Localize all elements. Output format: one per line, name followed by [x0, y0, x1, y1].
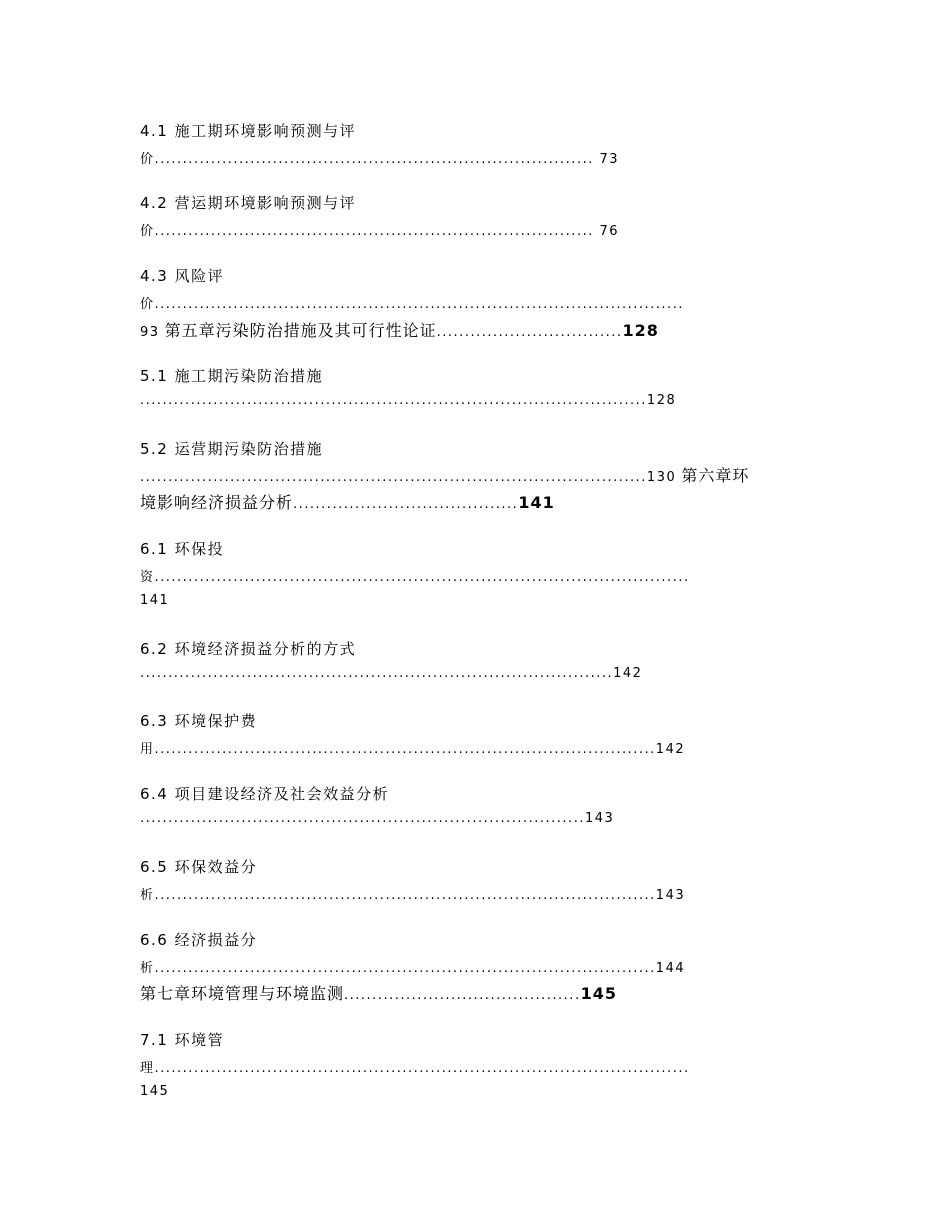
toc-4-2-page: 76 — [599, 224, 620, 239]
toc-5-2-dots: .......................................................................................... — [140, 470, 647, 485]
toc-6-1-leader — [140, 566, 690, 585]
toc-ch6-title-b: 境影响经济损益分析 — [140, 493, 294, 512]
toc-4-3-title: 4.3 风险评 — [140, 267, 225, 285]
toc-6-1-title: 6.1 环保投 — [140, 540, 225, 558]
toc-7-1-page: 145 — [140, 1084, 170, 1099]
toc-6-6-page: 144 — [655, 961, 686, 976]
toc-4-2-cont: 价 — [140, 224, 155, 239]
toc-5-1-title: 5.1 施工期污染防治措施 — [140, 367, 324, 385]
toc-6-3-cont: 用 — [140, 742, 155, 757]
toc-6-2-title: 6.2 环境经济损益分析的方式 — [140, 640, 357, 658]
toc-4-1-title: 4.1 施工期环境影响预测与评 — [140, 122, 357, 140]
toc-4-3-leader — [140, 293, 684, 312]
toc-7-1-dots: ............................................................................................... — [154, 1061, 690, 1076]
toc-6-5-cont: 析 — [140, 888, 155, 903]
toc-4-2-dots: .............................................................................. — [154, 224, 594, 239]
toc-4-3-cont: 价 — [140, 297, 155, 312]
toc-ch7-title: 第七章环境管理与环境监测 — [140, 984, 345, 1003]
toc-6-1-page: 141 — [140, 593, 170, 608]
toc-6-6-title: 6.6 经济损益分 — [140, 931, 258, 949]
toc-6-2-leader — [140, 666, 642, 681]
toc-6-2-dots: .................................................................................... — [140, 666, 614, 681]
toc-5-2-page: 130 — [646, 470, 677, 485]
toc-ch5-dots: ................................. — [436, 325, 623, 340]
toc-5-1-dots: .......................................................................................... — [140, 393, 647, 408]
toc-ch6-title-a: 第六章环 — [681, 466, 750, 485]
toc-6-5-leader — [140, 884, 685, 903]
toc-4-3-dots: .............................................................................................. — [154, 297, 684, 312]
toc-5-2-leader — [140, 463, 749, 486]
toc-4-1-page: 73 — [599, 152, 620, 167]
toc-6-6-dots: ......................................................................................... — [154, 961, 656, 976]
toc-ch7-dots: .......................................... — [344, 988, 581, 1003]
toc-6-4-dots: ............................................................................... — [140, 811, 585, 826]
toc-6-3-leader — [140, 738, 685, 757]
toc-6-6-leader — [140, 957, 685, 976]
toc-4-2-title: 4.2 营运期环境影响预测与评 — [140, 194, 357, 212]
toc-6-3-dots: ......................................................................................... — [154, 742, 656, 757]
toc-4-1-leader — [140, 148, 619, 167]
toc-6-5-dots: ......................................................................................... — [154, 888, 656, 903]
toc-4-3-page: 93 — [140, 325, 160, 340]
toc-4-1-cont: 价 — [140, 152, 155, 167]
toc-4-2-leader — [140, 220, 619, 239]
toc-6-1-cont: 资 — [140, 570, 155, 585]
toc-ch5-line — [140, 318, 659, 341]
toc-6-3-page: 142 — [655, 742, 686, 757]
toc-ch6-page: 141 — [518, 493, 555, 512]
toc-6-4-title: 6.4 项目建设经济及社会效益分析 — [140, 785, 390, 803]
toc-6-2-page: 142 — [613, 666, 643, 681]
toc-ch5-title: 第五章污染防治措施及其可行性论证 — [164, 321, 437, 340]
toc-ch7-page: 145 — [580, 984, 617, 1003]
toc-6-5-title: 6.5 环保效益分 — [140, 858, 258, 876]
toc-ch6-dots: ........................................ — [293, 497, 519, 512]
toc-6-3-title: 6.3 环境保护费 — [140, 712, 258, 730]
toc-ch7-line — [140, 981, 617, 1004]
toc-6-4-page: 143 — [584, 811, 615, 826]
toc-6-4-leader — [140, 811, 614, 826]
toc-5-1-page: 128 — [646, 393, 677, 408]
toc-7-1-title: 7.1 环境管 — [140, 1031, 225, 1049]
toc-4-1-dots: .............................................................................. — [154, 152, 594, 167]
toc-5-1-leader — [140, 393, 676, 408]
toc-6-5-page: 143 — [655, 888, 686, 903]
toc-7-1-leader — [140, 1057, 690, 1076]
toc-6-1-dots: ............................................................................................... — [154, 570, 690, 585]
toc-5-2-title: 5.2 运营期污染防治措施 — [140, 440, 324, 458]
toc-7-1-cont: 理 — [140, 1061, 155, 1076]
toc-ch6-line — [140, 490, 555, 513]
toc-6-6-cont: 析 — [140, 961, 155, 976]
toc-ch5-page: 128 — [622, 321, 659, 340]
